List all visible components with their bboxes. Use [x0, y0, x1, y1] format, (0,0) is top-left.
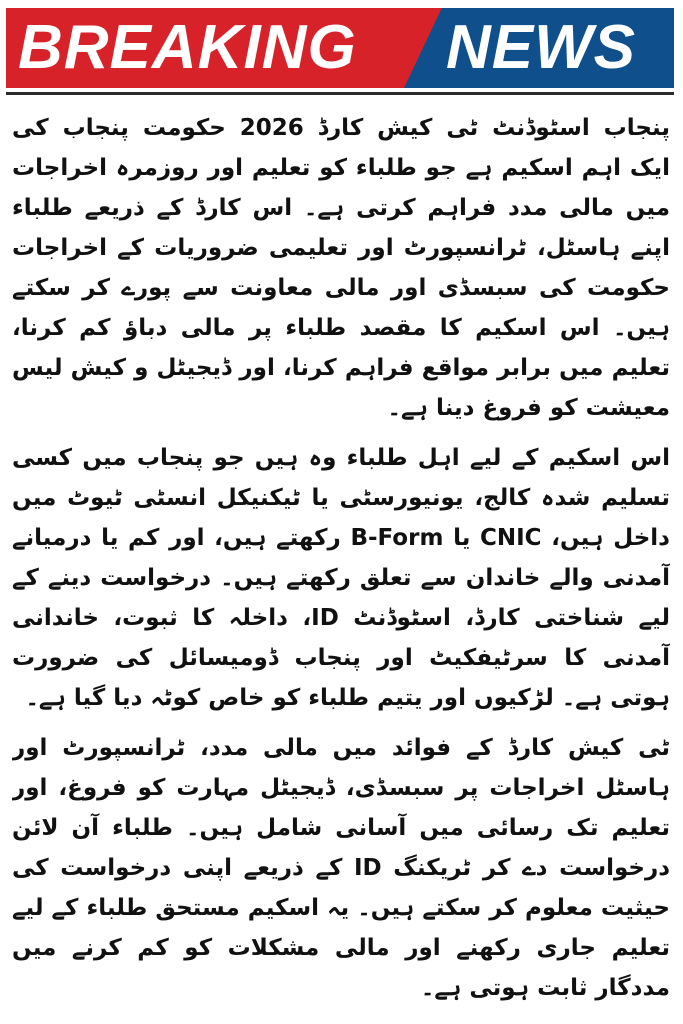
breaking-news-banner: [6, 8, 674, 88]
article-paragraph-1: پنجاب اسٹوڈنٹ ٹی کیش کارڈ 2026 حکومت پنجاب کی ایک اہم اسکیم ہے جو طلباء کو تعلیم اور روزمرہ اخراجات میں مالی مدد فراہم کرتی ہے۔ اس کارڈ کے ذریعے طلباء اپنے ہاسٹل، ٹرانسپورٹ اور تعلیمی ضروریات کے اخراجات حکومت کی سبسڈی اور مالی معاونت سے پورے کر سکتے ہیں۔ اس اسکیم کا مقصد طلباء پر مالی دباؤ کم کرنا، تعلیم میں برابر مواقع فراہم کرنا، اور ڈیجیٹل و کیش لیس معیشت کو فروغ دینا ہے۔: [12, 115, 670, 421]
article-paragraph-2: اس اسکیم کے لیے اہل طلباء وہ ہیں جو پنجاب میں کسی تسلیم شدہ کالج، یونیورسٹی یا ٹیکنیکل انسٹی ٹیوٹ میں داخل ہیں، CNIC یا B-Form رکھتے ہیں، اور کم یا درمیانے آمدنی والے خاندان سے تعلق رکھتے ہیں۔ درخواست دینے کے لیے شناختی کارڈ، اسٹوڈنٹ ID، داخلہ کا ثبوت، خاندانی آمدنی کا سرٹیفکیٹ اور پنجاب ڈومیسائل کی ضرورت ہوتی ہے۔ لڑکیوں اور یتیم طلباء کو خاص کوٹہ دیا گیا ہے۔: [12, 445, 670, 711]
article-paragraph-3: ٹی کیش کارڈ کے فوائد میں مالی مدد، ٹرانسپورٹ اور ہاسٹل اخراجات پر سبسڈی، ڈیجیٹل مہارت کو فروغ، اور تعلیم تک رسائی میں آسانی شامل ہیں۔ طلباء آن لائن درخواست دے کر ٹریکنگ ID کے ذریعے اپنی درخواست کی حیثیت معلوم کر سکتے ہیں۔ یہ اسکیم مستحق طلباء کے لیے تعلیم جاری رکھنے اور مالی مشکلات کو کم کرنے میں مددگار ثابت ہوتی ہے۔: [12, 735, 670, 1001]
divider-line: [6, 92, 674, 95]
article-body: [12, 108, 670, 1013]
banner-word-news: NEWS: [446, 13, 636, 82]
banner-word-breaking: BREAKING: [18, 13, 357, 82]
